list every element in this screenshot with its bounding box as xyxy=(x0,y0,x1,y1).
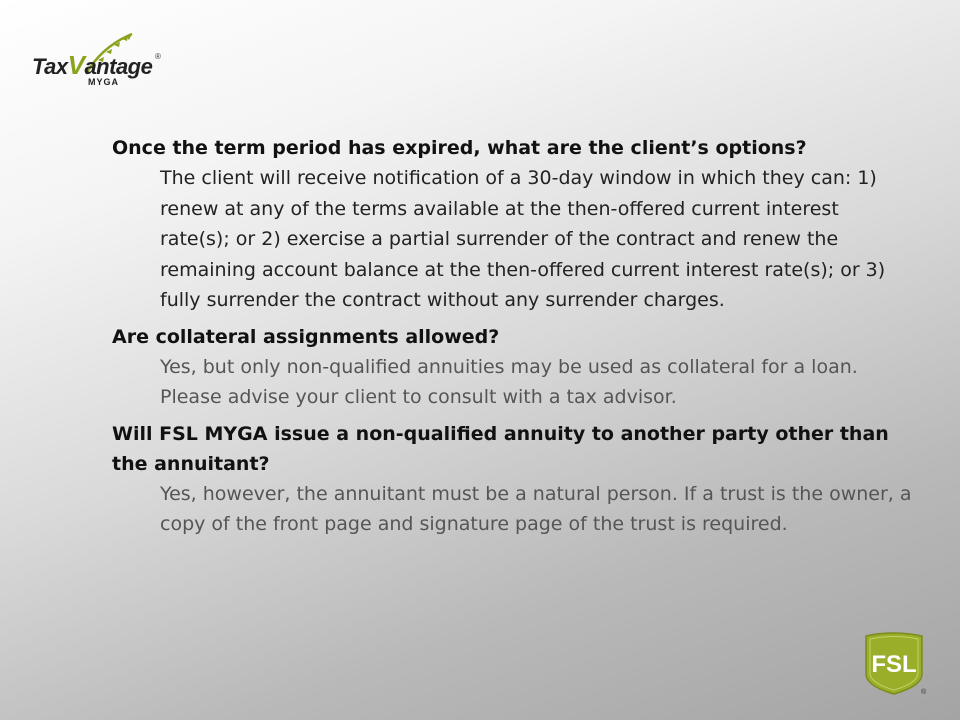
faq-item xyxy=(112,322,912,413)
taxvantage-logo xyxy=(28,30,168,92)
faq-answer: The client will receive notification of a 30-day window in which they can: 1) renew at any of the terms available at the then-offered current interest rate(s); or 2) exercise a partial surrender of the contract and renew the remaining account balance at the then-offered current interest rate(s); or 3) fully surrender the contract without any surrender charges. xyxy=(160,167,886,311)
faq-item xyxy=(112,419,912,540)
brand-prefix: Tax xyxy=(32,54,68,79)
fsl-text: FSL xyxy=(871,651,917,678)
faq-question: Are collateral assignments allowed? xyxy=(112,325,500,348)
faq-question: Once the term period has expired, what are the client’s options? xyxy=(112,137,807,159)
faq-question: Will FSL MYGA issue a non-qualified annuity to another party other than the annuitant? xyxy=(112,422,889,475)
fsl-logo xyxy=(862,630,926,696)
logo-subtitle: MYGA xyxy=(88,77,119,87)
faq-list xyxy=(112,133,912,546)
faq-answer: Yes, however, the annuitant must be a natural person. If a trust is the owner, a copy of the front page and signature page of the trust is required. xyxy=(160,482,912,535)
fsl-registered-mark: ® xyxy=(921,689,926,696)
faq-answer: Yes, but only non-qualified annuities may be used as collateral for a loan. Please advise your client to consult with a tax advisor. xyxy=(160,355,858,408)
brand-v: V xyxy=(67,50,85,80)
fsl-shield-icon xyxy=(862,630,926,696)
faq-item xyxy=(112,133,912,316)
brand-suffix: antage xyxy=(84,54,153,79)
registered-mark: ® xyxy=(155,52,161,61)
